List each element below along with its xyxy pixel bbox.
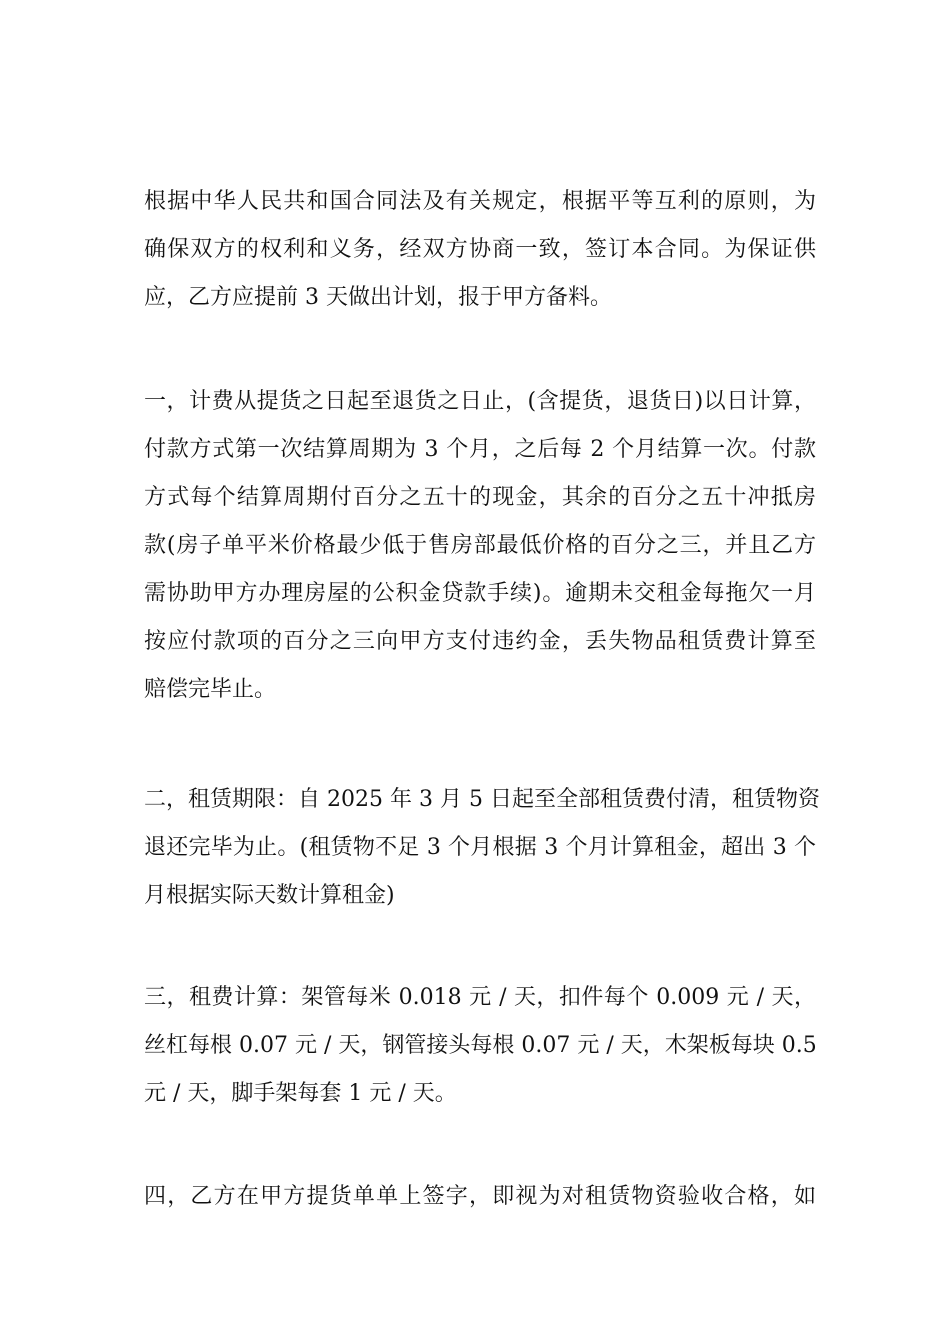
paragraph-clause-3 <box>144 974 816 1118</box>
text-line: 应，乙方应提前 3 天做出计划，报于甲方备料。 <box>144 285 612 310</box>
paragraph-clause-4 <box>144 1173 816 1221</box>
text-line: 退还完毕为止。(租赁物不足 3 个月根据 3 个月计算租金，超出 3 个 <box>144 835 816 860</box>
text-line: 赔偿完毕止。 <box>144 677 277 702</box>
text-line: 三，租费计算：架管每米 0.018 元 / 天，扣件每个 0.009 元 / 天， <box>144 985 816 1010</box>
text-line: 确保双方的权利和义务，经双方协商一致，签订本合同。为保证供 <box>144 237 816 262</box>
text-line: 付款方式第一次结算周期为 3 个月，之后每 2 个月结算一次。付款 <box>144 437 816 462</box>
paragraph-clause-1 <box>144 378 816 714</box>
text-line: 按应付款项的百分之三向甲方支付违约金，丢失物品租赁费计算至 <box>144 629 816 654</box>
text-line: 款(房子单平米价格最少低于售房部最低价格的百分之三，并且乙方 <box>144 533 816 558</box>
paragraph-clause-2 <box>144 776 820 920</box>
text-line: 方式每个结算周期付百分之五十的现金，其余的百分之五十冲抵房 <box>144 485 816 510</box>
text-line: 根据中华人民共和国合同法及有关规定，根据平等互利的原则，为 <box>144 189 816 214</box>
text-line: 月根据实际天数计算租金) <box>144 883 395 908</box>
text-line: 需协助甲方办理房屋的公积金贷款手续)。逾期未交租金每拖欠一月 <box>144 581 816 606</box>
text-line: 丝杠每根 0.07 元 / 天，钢管接头每根 0.07 元 / 天，木架板每块 0.5 <box>144 1033 817 1058</box>
text-line: 二，租赁期限：自 2025 年 3 月 5 日起至全部租赁费付清，租赁物资 <box>144 787 820 812</box>
text-line: 元 / 天，脚手架每套 1 元 / 天。 <box>144 1081 457 1106</box>
text-line: 四，乙方在甲方提货单单上签字，即视为对租赁物资验收合格，如 <box>144 1184 816 1209</box>
text-line: 一，计费从提货之日起至退货之日止，(含提货，退货日)以日计算， <box>144 389 816 414</box>
paragraph-preamble <box>144 178 816 322</box>
